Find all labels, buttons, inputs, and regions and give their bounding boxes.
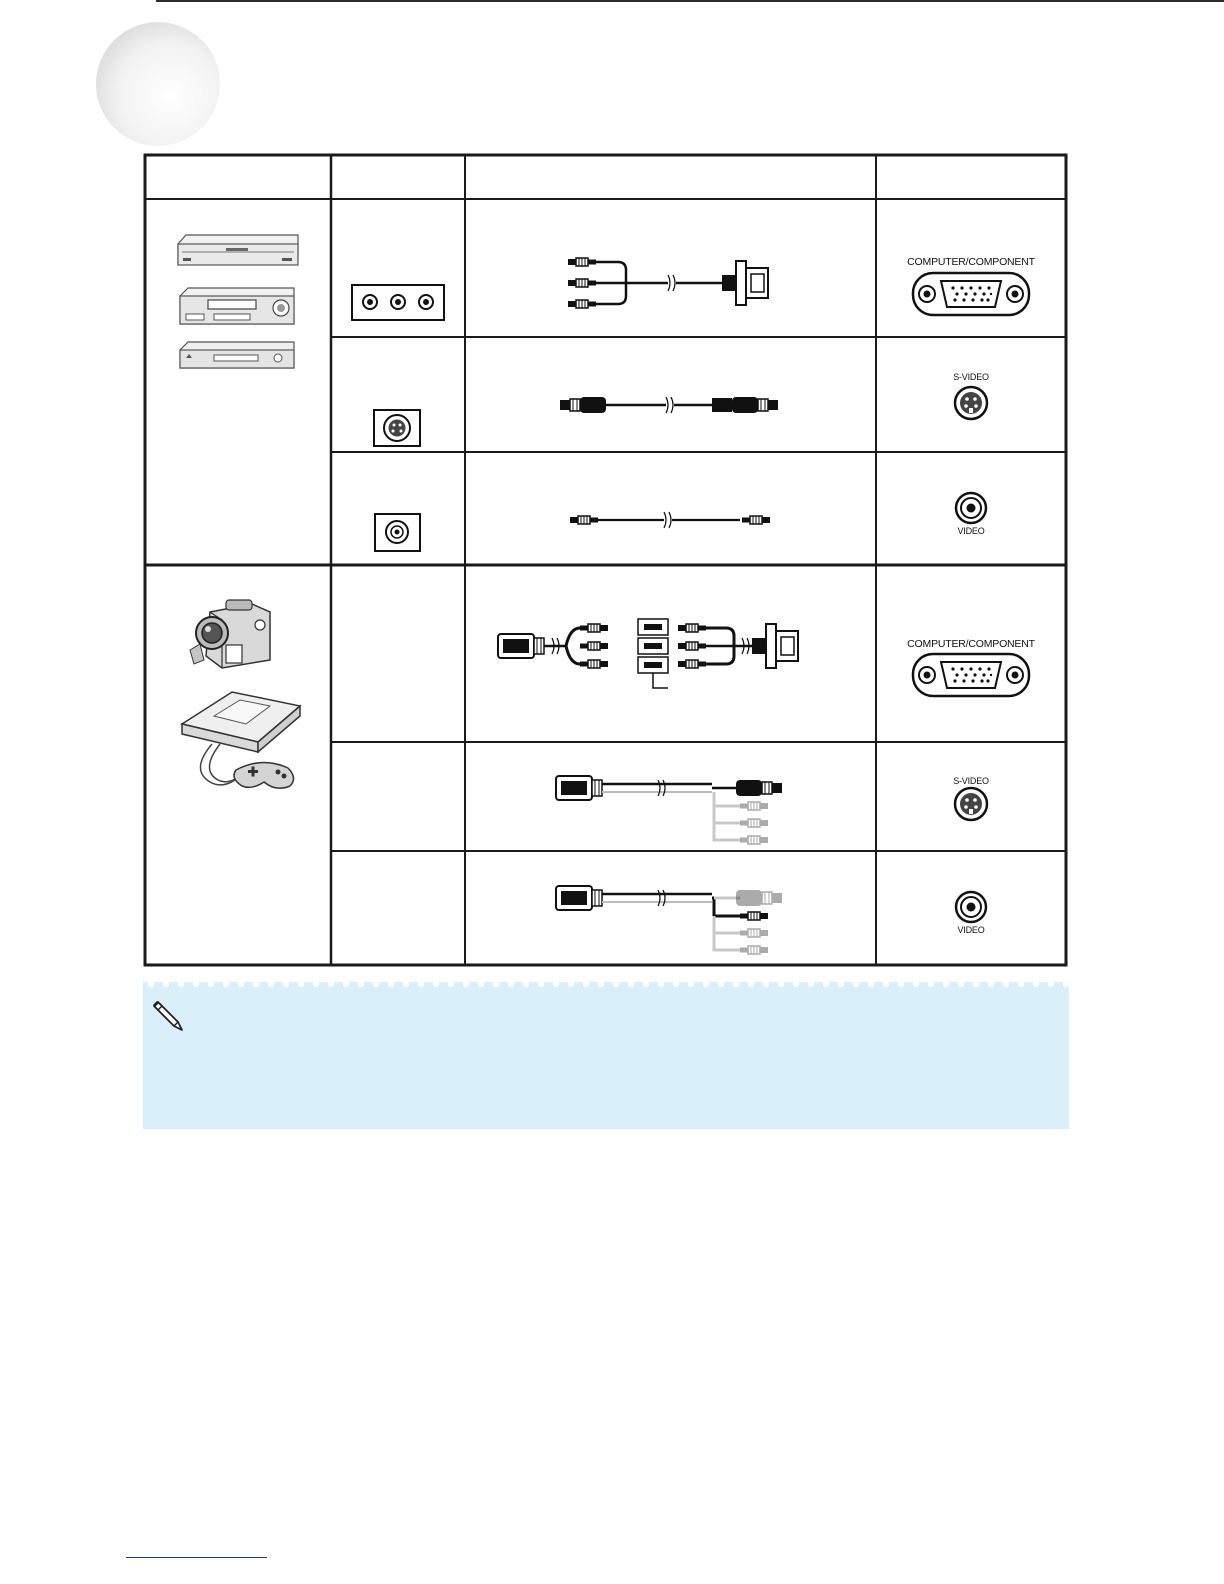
s-video-port-icon xyxy=(955,387,987,419)
video-port-icon xyxy=(956,892,986,922)
set-top-box-icon xyxy=(180,342,294,368)
s-video-jack-icon xyxy=(374,410,420,446)
port-label-computer-component: COMPUTER/COMPONENT xyxy=(907,256,1035,268)
port-label-video: VIDEO xyxy=(957,526,985,536)
port-label-s-video: S-VIDEO xyxy=(953,776,989,786)
dvd-player-icon xyxy=(178,235,298,265)
dsub-port-icon xyxy=(913,273,1029,315)
video-port-icon xyxy=(956,493,986,523)
port-label-computer-component: COMPUTER/COMPONENT xyxy=(907,638,1035,650)
vcr-icon xyxy=(180,288,294,324)
port-label-s-video: S-VIDEO xyxy=(953,372,989,382)
port-label-video: VIDEO xyxy=(957,925,985,935)
note-dotted-edge xyxy=(143,982,1069,992)
video-jack-icon xyxy=(375,514,420,551)
component-jack-icon xyxy=(352,285,444,320)
footer-link-underline xyxy=(126,1557,267,1558)
s-video-port-icon xyxy=(955,788,987,820)
pencil-note-icon xyxy=(150,1000,190,1036)
note-box xyxy=(143,982,1069,1129)
dsub-port-icon xyxy=(913,654,1029,696)
